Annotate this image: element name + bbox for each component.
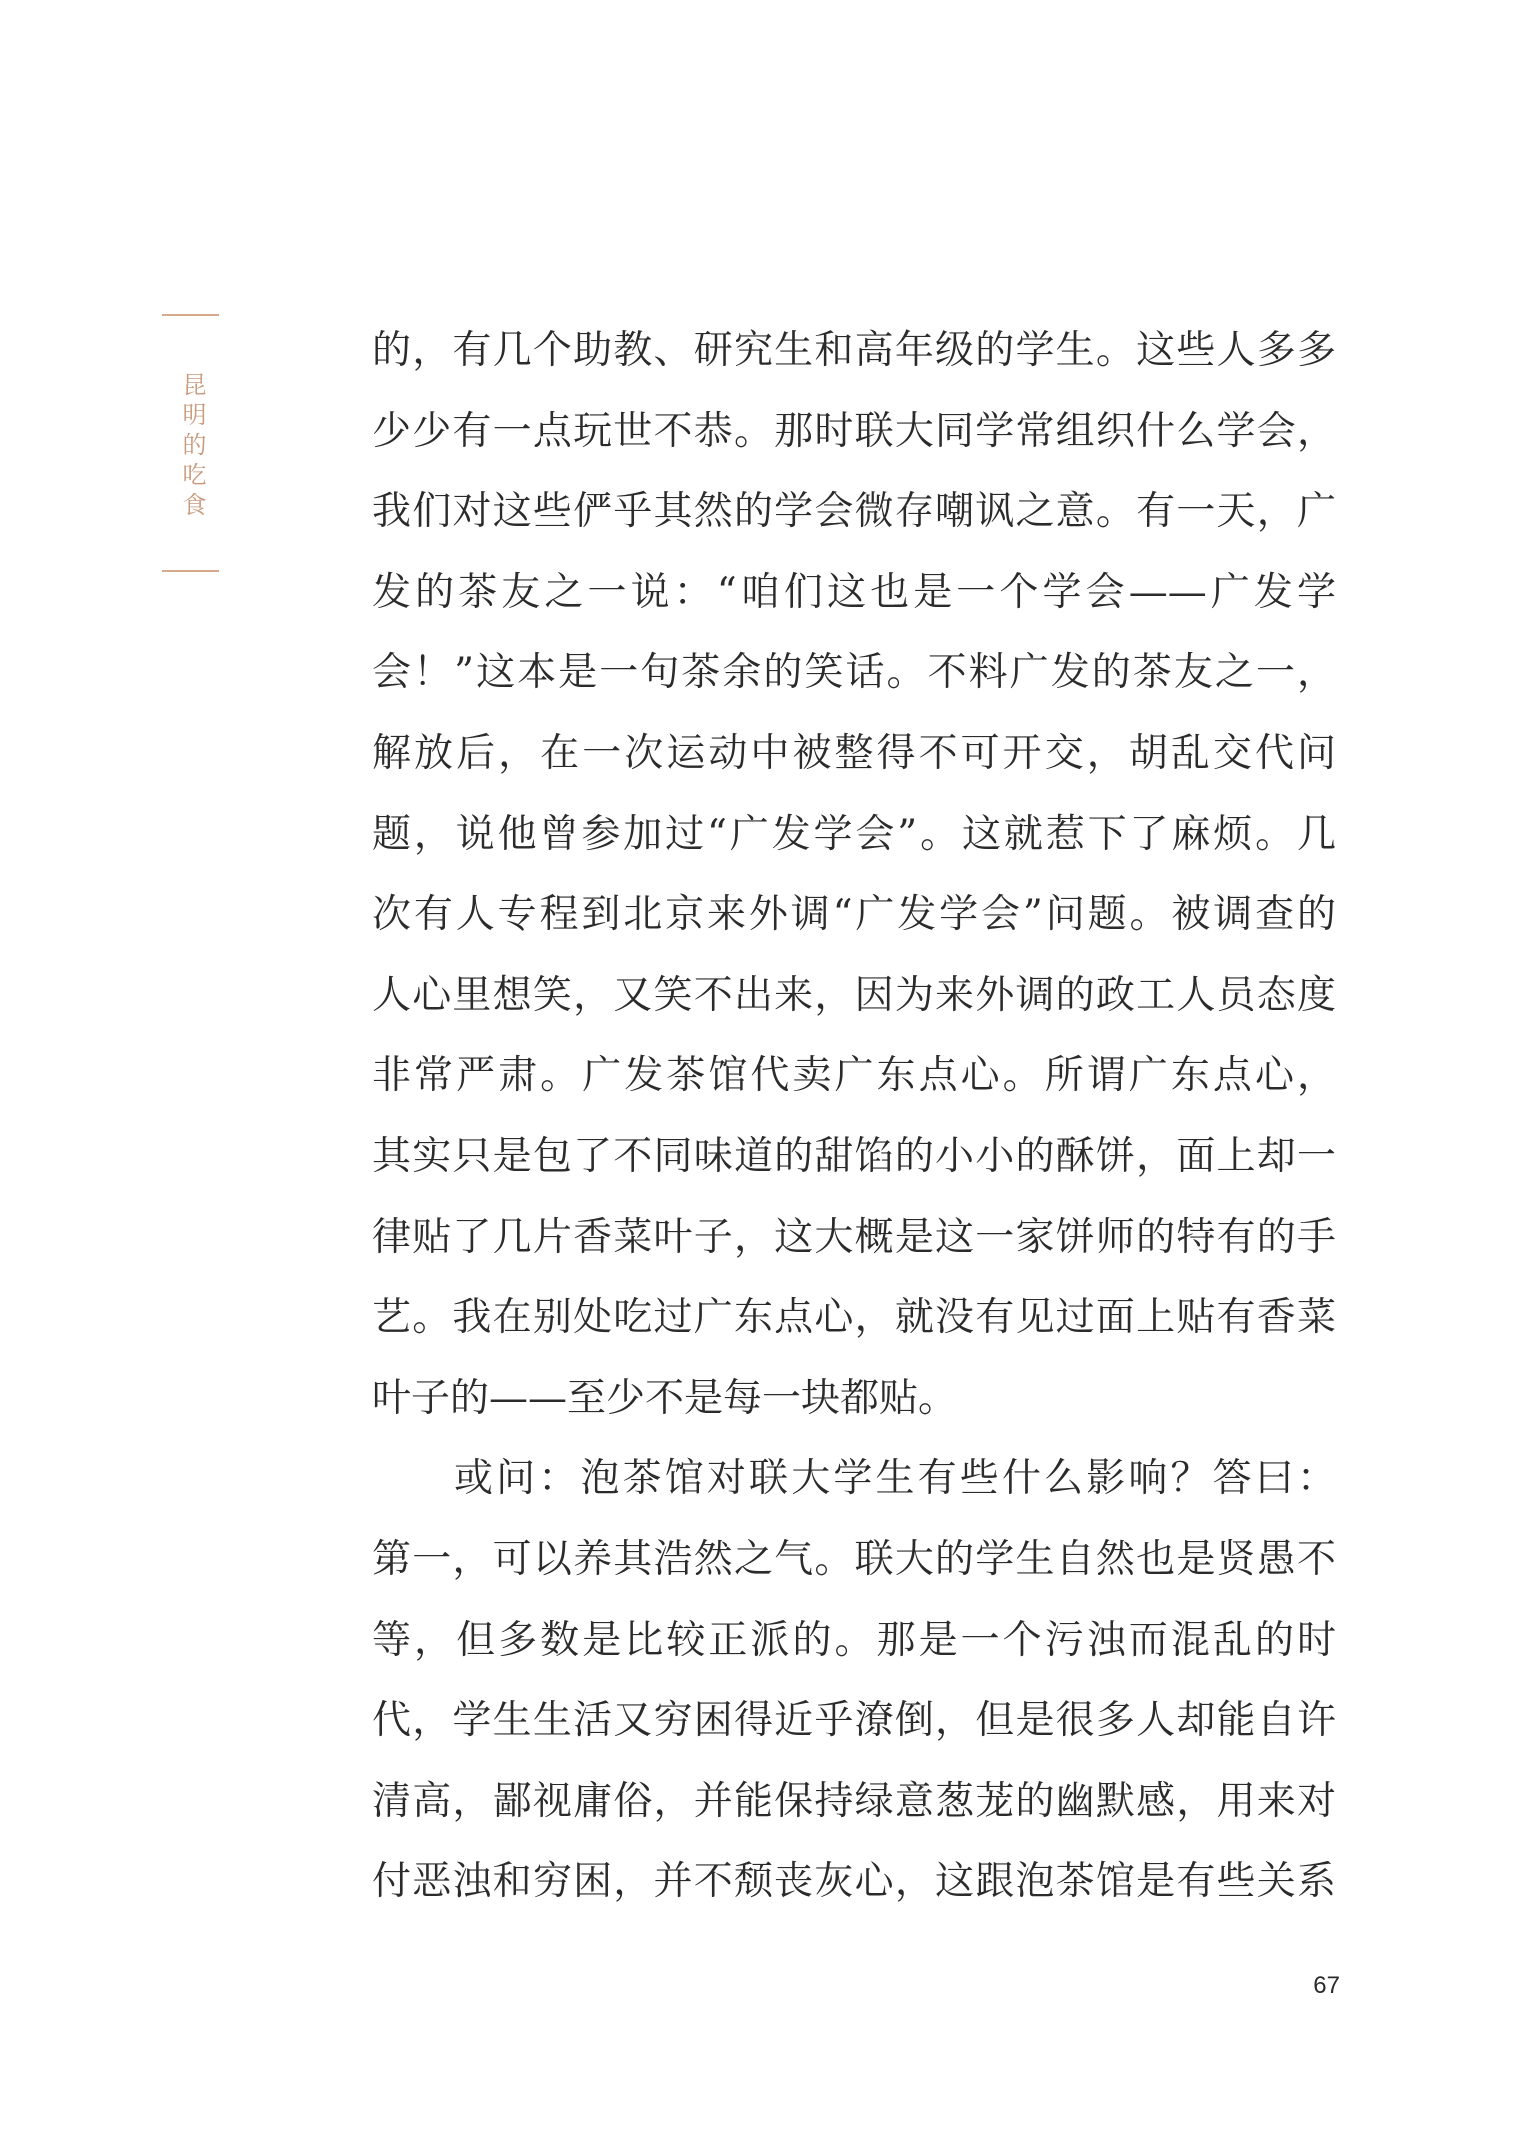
text-line: 的，有几个助教、研究生和高年级的学生。这些人多多 [372,328,1336,373]
text-line: 题，说他曾参加过“广发学会”。这就惹下了麻烦。几 [372,811,1336,857]
text-line: 次有人专程到北京来外调“广发学会”问题。被调查的 [372,892,1336,938]
header-rule-bottom [162,570,219,572]
text-line: 解放后，在一次运动中被整得不可开交，胡乱交代问 [372,730,1336,776]
header-rule-top [162,314,219,316]
text-line: 或问：泡茶馆对联大学生有些什么影响？答曰： [454,1456,1336,1502]
text-line: 等，但多数是比较正派的。那是一个污浊而混乱的时 [372,1617,1336,1663]
body-text [372,311,1336,1923]
text-line: 我们对这些俨乎其然的学会微存嘲讽之意。有一天，广 [372,489,1336,535]
text-line: 艺。我在别处吃过广东点心，就没有见过面上贴有香菜 [372,1295,1336,1341]
text-line: 第一，可以养其浩然之气。联大的学生自然也是贤愚不 [372,1536,1336,1582]
running-header-title: 昆明的吃食 [178,372,206,522]
text-line: 清高，鄙视庸俗，并能保持绿意葱茏的幽默感，用来对 [372,1778,1336,1824]
paragraph-1 [372,311,1336,1439]
text-line: 叶子的——至少不是每一块都贴。 [372,1375,958,1421]
text-line: 其实只是包了不同味道的甜馅的小小的酥饼，面上却一 [372,1133,1336,1179]
text-line: 律贴了几片香菜叶子，这大概是这一家饼师的特有的手 [372,1214,1336,1260]
page-number: 67 [1313,1972,1340,1999]
text-line: 发的茶友之一说：“咱们这也是一个学会——广发学 [372,569,1336,615]
paragraph-2 [372,1439,1336,1923]
text-line: 付恶浊和穷困，并不颓丧灰心，这跟泡茶馆是有些关系 [372,1859,1336,1905]
text-line: 非常严肃。广发茶馆代卖广东点心。所谓广东点心， [372,1053,1336,1099]
text-line: 会！”这本是一句茶余的笑话。不料广发的茶友之一， [372,650,1336,696]
text-line: 少少有一点玩世不恭。那时联大同学常组织什么学会， [372,408,1336,454]
text-line: 代，学生生活又穷困得近乎潦倒，但是很多人却能自许 [372,1698,1336,1744]
text-line: 人心里想笑，又笑不出来，因为来外调的政工人员态度 [372,972,1336,1018]
